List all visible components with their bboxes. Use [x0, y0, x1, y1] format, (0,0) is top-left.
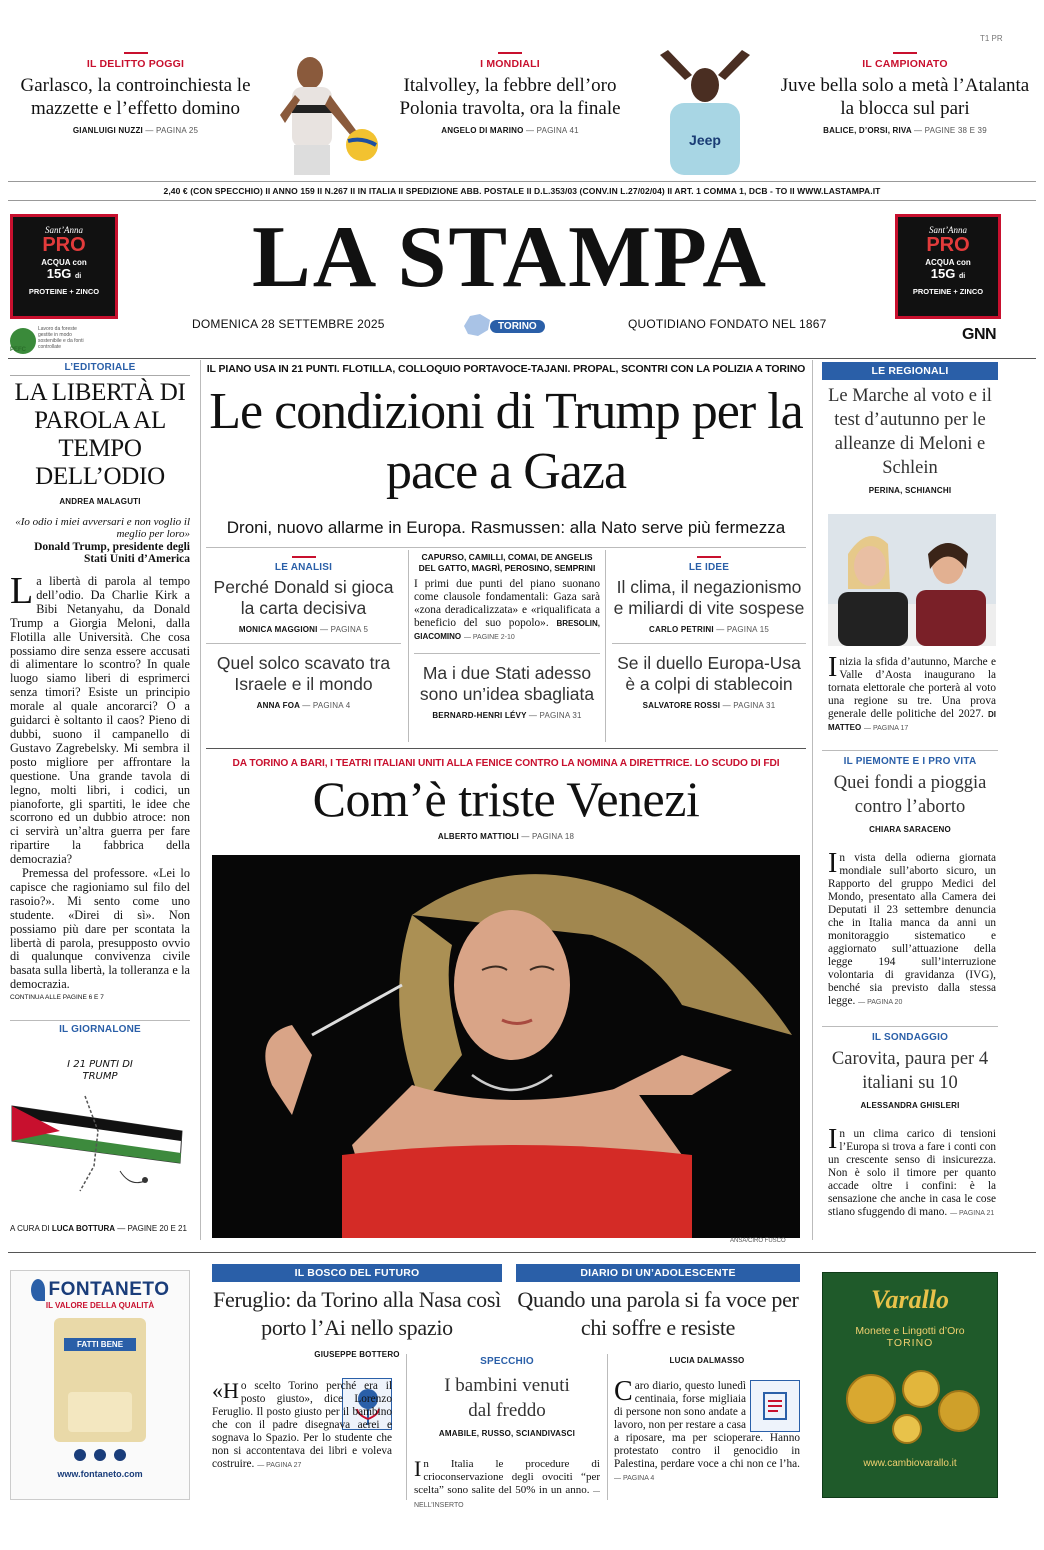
svg-text:Jeep: Jeep — [689, 132, 721, 148]
analisi-title: Quel solco scavato tra Israele e il mondo — [216, 653, 391, 694]
cartoon-section[interactable] — [10, 1024, 190, 1206]
piemonte-kicker: IL PIEMONTE E I PRO VITA — [843, 756, 977, 767]
top-story-kicker: I MONDIALI — [480, 58, 540, 70]
youtube-icon[interactable] — [114, 1449, 126, 1461]
ad-line1: ACQUA con — [925, 258, 971, 267]
venezi-overline: DA TORINO A BARI, I TEATRI ITALIANI UNITI ALLA FENICE CONTRO LA NOMINA A DIRETTRICE. LO SCUDO DI FDI — [232, 758, 780, 769]
fontaneto-url[interactable]: www.fontaneto.com — [57, 1469, 143, 1479]
ad-line3: di — [958, 273, 966, 280]
diario-bar: DIARIO DI UN’ADOLESCENTE — [516, 1264, 800, 1282]
regionali-page: — PAGINA 17 — [864, 725, 909, 732]
cartoon-credit-name: LUCA BOTTURA — [51, 1224, 116, 1233]
volleyball-photo — [270, 45, 382, 175]
bosco-text: o scelto Torino perché era il posto giusto», dice Lorenzo Feruglio. Il posto giusto per il bambino che con il padre disegnava aerei e sognava lo Spazio. Per lo studente che non si accontentava dei libri e voleva costruire. — [212, 1380, 392, 1470]
sondaggio-dropcap: I — [828, 1124, 838, 1155]
editorial-kicker: L’EDITORIALE — [10, 362, 190, 376]
center-title-page: — PAGINA 31 — [528, 711, 582, 720]
top-story-byline: ANGELO DI MARINO — [441, 126, 524, 135]
diario-text: aro diario, questo lunedì centinaia, forse migliaia di persone non sono andate a lavoro, non per restare a casa a riposare, ma per scioperare. Hanno protestato contro il genocidio in Palestina, perdare voce a chi non ce l’ha. — [614, 1380, 800, 1470]
piemonte-dropcap: I — [828, 848, 838, 879]
ad-line4: PROTEINE + ZINCO — [912, 287, 984, 296]
diario-title: Quando una parola si fa voce per chi soffre e resiste — [517, 1287, 799, 1340]
regionali-text: nizia la sfida d’autunno, Marche e Valle d’Aosta inaugurano la tornata elettorale che porterà al voto una regione su tre. Una prova generale delle politiche del 2027. — [828, 656, 996, 720]
diario-icon — [750, 1380, 800, 1432]
idee-page: — PAGINA 15 — [716, 625, 769, 634]
facebook-icon[interactable] — [74, 1449, 86, 1461]
regionali-tail: DI MATTEO — [828, 710, 996, 732]
pasta-package — [54, 1318, 146, 1442]
regionali-bar: LE REGIONALI — [822, 362, 998, 380]
idee-title: Il clima, il negazionismo e miliardi di vite sospese — [613, 577, 805, 618]
varallo-url[interactable]: www.cambiovarallo.it — [863, 1458, 957, 1469]
piemonte-title: Quei fondi a pioggia contro l’aborto — [833, 773, 987, 817]
photo-credit: ANSA/CIRO FUSCO — [730, 1238, 786, 1244]
meloni-schlein-photo — [828, 514, 996, 646]
top-story-kicker: IL CAMPIONATO — [862, 58, 948, 70]
idee-kicker: LE IDEE — [688, 562, 730, 573]
editorial-title: LA LIBERTÀ DI PAROLA AL TEMPO DELL’ODIO — [14, 379, 186, 490]
center-authors: CAPURSO, CAMILLI, COMAI, DE ANGELIS DEL GATTO, MAGRÌ, PEROSINO, SEMPRINI — [418, 552, 596, 573]
bosco-title: Feruglio: da Torino alla Nasa così porto l’Ai nello spazio — [213, 1287, 501, 1340]
sondaggio-page: — PAGINA 21 — [950, 1210, 995, 1217]
conductor-photo[interactable] — [212, 855, 800, 1238]
bosco-box[interactable] — [212, 1264, 502, 1359]
editorial-dropcap: L — [10, 570, 34, 612]
specchio-title: I bambini venuti dal freddo — [444, 1375, 570, 1421]
fontaneto-logo-icon — [31, 1279, 45, 1301]
top-story-page: — PAGINA 25 — [145, 126, 199, 135]
ad-brand: Sant’Anna — [45, 225, 83, 235]
editorial-quote-author: Donald Trump, presidente degli Stati Uniti d’America — [34, 541, 190, 565]
top-story-byline: BALICE, D’ORSI, RIVA — [823, 126, 912, 135]
specchio-box[interactable] — [414, 1356, 600, 1438]
center-title: Ma i due Stati adesso sono un’idea sbagliata — [419, 663, 595, 704]
editorial-quote: «Io odio i miei avversari e non voglio il meglio per loro» — [15, 516, 190, 540]
piemonte-box[interactable] — [822, 756, 998, 834]
top-story-1[interactable] — [8, 52, 263, 135]
center-title-byline: BERNARD-HENRI LÉVY — [432, 711, 527, 720]
editorial[interactable] — [10, 362, 190, 1001]
ad-line1: ACQUA con — [41, 258, 87, 267]
founded-line: QUOTIDIANO FONDATO NEL 1867 — [628, 317, 827, 331]
pefc-label: PEFC — [10, 347, 27, 353]
main-overline: IL PIANO USA IN 21 PUNTI. FLOTILLA, COLLOQUIO PORTAVOCE-TAJANI. PROPAL, SCONTRI CON LA POLIZIA A TORINO — [206, 363, 806, 375]
sondaggio-title: Carovita, paura per 4 italiani su 10 — [831, 1049, 989, 1093]
top-story-3[interactable] — [775, 52, 1035, 135]
santanna-ad-right[interactable] — [895, 214, 1001, 319]
cartoon-credit-pre: A CURA DI — [10, 1224, 50, 1233]
top-story-headline: Italvolley, la febbre dell’oro Polonia travolta, ora la finale — [399, 75, 621, 119]
pasta-pack-label: FATTI BENE — [64, 1338, 136, 1351]
top-story-kicker: IL DELITTO POGGI — [86, 58, 185, 70]
fontaneto-tagline: IL VALORE DELLA QUALITÀ — [45, 1301, 155, 1310]
analisi-kicker: LE ANALISI — [274, 562, 333, 573]
ad-pro: PRO — [42, 234, 86, 256]
edition-badge[interactable]: TORINO — [490, 320, 545, 333]
fontaneto-brand: FONTANETO — [48, 1279, 170, 1300]
bosco-bar: IL BOSCO DEL FUTURO — [212, 1264, 502, 1282]
varallo-brand: Varallo — [870, 1285, 950, 1314]
cartoon-kicker: IL GIORNALONE — [59, 1024, 141, 1035]
varallo-ad[interactable] — [822, 1272, 998, 1498]
venezi-headline[interactable]: Com’è triste Venezi — [312, 771, 700, 827]
center-text: I primi due punti del piano suonano come clausole fondamentali: Gaza sarà «zona deradicalizzata» e «riqualificata a beneficio del suo popolo». — [414, 578, 600, 629]
editorial-text-2: Premessa del professore. «Lei lo capisce che ragioniamo sul filo del rasoio?». Mi sento come uno studente. «Direi di sì». Non possiamo più dare per scontata la libertà di parola, presupposto ovvio di qualunque convivenza civile basata sulla libertà, la tolleranza e la democrazia. — [10, 866, 190, 992]
piedmont-map-icon — [460, 312, 494, 343]
editorial-author: ANDREA MALAGUTI — [59, 497, 141, 506]
idee-byline: SALVATORE ROSSI — [642, 701, 721, 710]
piemonte-byline: CHIARA SARACENO — [869, 825, 951, 834]
regionali-dropcap: I — [828, 652, 838, 683]
varallo-line2: TORINO — [886, 1337, 934, 1349]
idee-page: — PAGINA 31 — [722, 701, 776, 710]
football-photo — [640, 45, 770, 175]
bosco-byline: GIUSEPPE BOTTERO — [314, 1350, 400, 1359]
regionali-byline: PERINA, SCHIANCHI — [868, 486, 952, 495]
ad-line4: PROTEINE + ZINCO — [28, 287, 100, 296]
analisi-byline: MONICA MAGGIONI — [238, 625, 318, 634]
analisi-item[interactable] — [206, 577, 401, 634]
main-subhead: Droni, nuovo allarme in Europa. Rasmussen: alla Nato serve più fermezza — [226, 518, 786, 537]
top-story-page: — PAGINA 41 — [526, 126, 579, 135]
sondaggio-box[interactable] — [822, 1032, 998, 1110]
fontaneto-ad[interactable] — [10, 1270, 190, 1500]
santanna-ad-left[interactable] — [10, 214, 118, 319]
center-opinion[interactable] — [414, 663, 600, 720]
analisi-title: Perché Donald si gioca la carta decisiva — [213, 577, 394, 618]
specchio-page: — NELL’INSERTO — [414, 1488, 600, 1509]
diario-dropcap: C — [614, 1376, 633, 1407]
ad-pro: PRO — [926, 234, 970, 256]
center-page: — PAGINE 2-10 — [463, 634, 515, 641]
ad-line2: 15G — [46, 266, 72, 281]
ad-line3: di — [74, 273, 82, 280]
specchio-text: n Italia le procedure di crioconservazione degli ovociti “per scelta” sono salite del 50% in un anno. — [414, 1458, 600, 1496]
idee-item[interactable] — [612, 653, 806, 710]
top-story-byline: GIANLUIGI NUZZI — [72, 126, 143, 135]
masthead-title[interactable]: LA STAMPA — [252, 209, 768, 306]
instagram-icon[interactable] — [94, 1449, 106, 1461]
piemonte-page: — PAGINA 20 — [858, 999, 903, 1006]
analisi-item[interactable] — [206, 653, 401, 710]
idee-item[interactable] — [612, 577, 806, 634]
top-story-2[interactable] — [385, 52, 635, 135]
main-headline[interactable]: Le condizioni di Trump per la pace a Gaza — [209, 383, 803, 500]
diario-box[interactable] — [516, 1264, 800, 1342]
top-story-headline: Juve bella solo a metà l’Atalanta la blocca sul pari — [780, 75, 1030, 119]
sondaggio-text: n un clima carico di tensioni l’Europa si trova a fare i conti con un crescente senso di insicurezza. Non è solo il timore per quanto accade oltre i confini: è la sensazione che anche in casa le cose stiano sfuggendo di mano. — [828, 1128, 996, 1218]
editorial-continue[interactable]: CONTINUA ALLE PAGINE 6 E 7 — [10, 994, 104, 1002]
corner-tag: T1 PR — [980, 34, 1003, 43]
gnn-logo: GNN — [962, 326, 997, 343]
sondaggio-byline: ALESSANDRA GHISLERI — [860, 1101, 960, 1110]
regionali-box[interactable] — [822, 362, 998, 495]
regionali-title: Le Marche al voto e il test d’autunno per le alleanze di Meloni e Schlein — [828, 386, 992, 478]
cartoon-credit-page: — PAGINE 20 E 21 — [117, 1224, 187, 1233]
varallo-line1: Monete e Lingotti d’Oro — [855, 1325, 965, 1337]
analisi-page: — PAGINA 5 — [320, 625, 369, 634]
cartoon-caption: I 21 PUNTI DI TRUMP — [67, 1059, 133, 1082]
idee-byline: CARLO PETRINI — [648, 625, 714, 634]
gold-coins — [823, 1359, 997, 1456]
info-strip: 2,40 € (CON SPECCHIO) II ANNO 159 II N.267 II IN ITALIA II SPEDIZIONE ABB. POSTALE II D.L.353/03 (CONV.IN L.27/02/04) II ART. 1 COMMA 1, DCB - TO II WWW.LASTAMPA.IT — [163, 186, 881, 196]
idee-title: Se il duello Europa-Usa è a colpi di stablecoin — [617, 653, 801, 694]
bosco-page: — PAGINA 27 — [257, 1462, 302, 1469]
editorial-text: a libertà di parola al tempo dell’odio. Da Charlie Kirk a Bibi Netanyahu, da Donald Trump a Giorgia Meloni, dalla Flotilla alle Università. Che cosa possiamo dire senza essere accusati di alimentare lo scontro? In quale luogo siamo liberi di esprimerci senza timori? Esiste un principio morale al quale ancorarci? O a guidarci è soltanto il caos? Pieno di dubbi, suono il campanello di Gustavo Zagrebelsky. Mi sembra il posto migliore per affrontare la questione. Una grande tavola di legno, molti libri, i codici, un pianoforte, gli spartiti, le idee che scorrono ed un dubbio atroce: non ci servirà un’altra guerra per fare ripartire la fabbrica della democrazia? — [10, 574, 190, 867]
ad-brand: Sant’Anna — [929, 225, 967, 235]
pefc-text: Lavoro da foreste gestite in modo sostenibile e da fonti controllate — [38, 326, 84, 350]
piemonte-text: n vista della odierna giornata mondiale sull’aborto sicuro, un Rapporto del gruppo Medici del Mondo, presentato alla Camera dei Deputati il 23 settembre denuncia che in Italia manca da anni un monitoraggio sistematico e aggiornato sull’attuazione della legge 194 sull’interruzione volontaria di gravidanza (IVG), benché sia previsto dalla stessa legge. — [828, 852, 996, 1007]
specchio-kicker: SPECCHIO — [480, 1356, 534, 1367]
palestine-flag-cartoon — [10, 1091, 190, 1206]
analisi-page: — PAGINA 4 — [302, 701, 351, 710]
masthead-date: DOMENICA 28 SETTEMBRE 2025 — [192, 317, 385, 331]
specchio-byline: AMABILE, RUSSO, SCIANDIVASCI — [438, 1429, 576, 1438]
analisi-byline: ANNA FOA — [256, 701, 300, 710]
top-story-headline: Garlasco, la controinchiesta le mazzette e l’effetto domino — [20, 75, 251, 119]
ad-line2: 15G — [930, 266, 956, 281]
bosco-dropcap: «H — [212, 1378, 239, 1403]
sondaggio-kicker: IL SONDAGGIO — [871, 1032, 949, 1043]
venezi-page: — PAGINA 18 — [521, 832, 575, 841]
diario-page: — PAGINA 4 — [614, 1475, 655, 1482]
venezi-byline: ALBERTO MATTIOLI — [437, 832, 519, 841]
center-by: BRESOLIN, GIACOMINO — [414, 619, 600, 641]
top-story-page: — PAGINE 38 E 39 — [914, 126, 987, 135]
specchio-dropcap: I — [414, 1456, 422, 1481]
diario-byline: LUCIA DALMASSO — [669, 1356, 745, 1365]
